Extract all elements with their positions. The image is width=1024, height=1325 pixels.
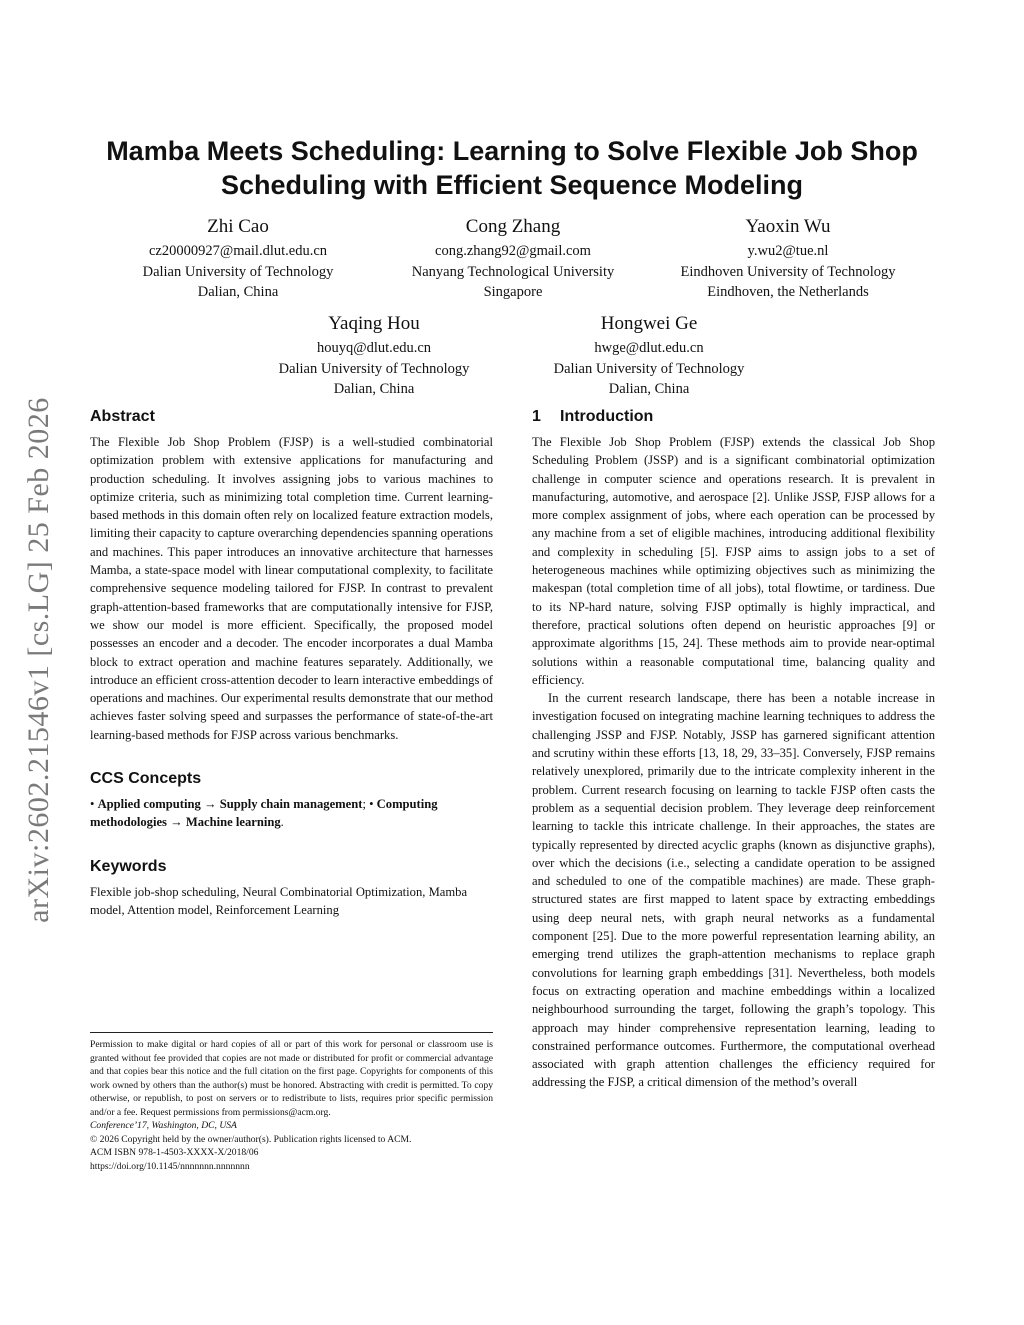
- author-location: Dalian, China: [333, 381, 415, 397]
- author-email: y.wu2@tue.nl: [747, 243, 829, 259]
- intro-paragraph-2: In the current research landscape, there has been a notable increase in investigation focused on integrating machine learning techniques to address the challenging JSSP and FJSP. Notably, JSSP has garnered significant attention and scrutiny within these efforts [13, 18, 29, 33–35]. Conversely, FJSP remains relatively unexplored, primarily due to the intricate complexity inherent in the problem. Current research focusing on learning to tackle FJSP often casts the problem as a sequential decision problem. They leverage deep reinforcement learning to tackle this intricate challenge. In their approaches, the states are typically represented by directed acyclic graphs (known as disjunctive graphs), over which the decisions (i.e., selecting a candidate operation to be assigned and scheduled to one of the compatible machines) are made. These graph-structured states are first mapped to latent space by extracting embeddings using deep neural nets, with graph neural networks as a fundamental component [25]. Due to the more powerful representation learning ability, an emerging trend utilizes the graph-attention mechanisms to replace graph convolutions for learning graph embeddings [31]. Nevertheless, both models focus on extracting operation and machine embeddings within a localized neighbourhood surrounding the target, following the graph’s topology. This approach may hinder comprehensive representation learning, leading to constrained performance outcomes. Furthermore, the computational overhead associated with graph attention challenges the efficiency required for addressing the FJSP, a critical dimension of the method’s overall: [532, 691, 935, 1090]
- arxiv-stamp: arXiv:2602.21546v1 [cs.LG] 25 Feb 2026: [22, 397, 55, 923]
- abstract-text: The Flexible Job Shop Problem (FJSP) is a well-studied combinatorial optimization problem with extensive applications for manufacturing and production scheduling. It involves assigning jobs to various machines to optimize criteria, such as minimizing total completion time. Current learning-based methods in this domain often rely on localized feature extraction models, limiting their capacity to capture overarching dependencies spanning operations and machines. This paper introduces an innovative architecture that harnesses Mamba, a state-space model with linear computational complexity, to facilitate comprehensive sequence modeling tailored for FJSP. In contrast to prevalent graph-attention-based frameworks that are computationally intensive for FJSP, we show our model is more efficient. Specifically, the proposed model possesses an encoder and a decoder. The encoder incorporates a dual Mamba block to extract operation and machine features separately. Additionally, we introduce an efficient cross-attention decoder to learn interactive embeddings of operations and machines. Our experimental results demonstrate that our method achieves faster solving speed and surpasses the performance of state-of-the-art learning-based methods for FJSP across various benchmarks.: [90, 435, 493, 742]
- author-affiliation: Dalian University of Technology: [142, 263, 334, 280]
- paper-title: [90, 134, 934, 202]
- right-column: [532, 406, 935, 1092]
- author-affiliation: Dalian University of Technology: [553, 360, 745, 377]
- author-block: [382, 215, 644, 303]
- isbn-line: ACM ISBN 978-1-4503-XXXX-X/2018/06: [90, 1147, 259, 1158]
- author-email: houyq@dlut.edu.cn: [316, 340, 432, 356]
- conference-name: Conference’17, Washington, DC, USA: [90, 1120, 237, 1131]
- introduction-heading: [532, 406, 935, 428]
- keywords-text: Flexible job-shop scheduling, Neural Combinatorial Optimization, Mamba model, Attention model, Reinforcement Learning: [90, 884, 468, 917]
- author-affiliation: Dalian University of Technology: [278, 360, 470, 377]
- author-location: Singapore: [483, 284, 543, 300]
- left-column: [90, 406, 493, 919]
- intro-paragraph-1: The Flexible Job Shop Problem (FJSP) extends the classical Job Shop Scheduling Problem (JSSP) and is a significant combinatorial optimization challenge in computer science and operations research. It is prevalent in manufacturing, automotive, and aerospace [2]. Unlike JSSP, FJSP allows for a more complex assignment of jobs, where each operation can be processed by any machine from a set of eligible machines, introducing additional flexibility and complexity in scheduling [5]. FJSP aims to assign jobs to a set of heterogeneous machines while optimizing objectives such as minimizing the makespan (total completion time of all jobs), total flowtime, or tardiness. Due to its NP-hard nature, solving FJSP optimally is highly impractical, and therefore, practical solutions often depend on heuristic approaches [9] or approximate algorithms [15, 24]. These methods aim to provide near-optimal solutions within a reasonable computational time, balancing quality and efficiency.: [532, 435, 935, 687]
- ccs-separator: ; •: [362, 797, 377, 812]
- doi-line: https://doi.org/10.1145/nnnnnnn.nnnnnnn: [90, 1160, 250, 1172]
- copyright-footnote: [90, 1032, 493, 1173]
- keywords-heading: Keywords: [90, 857, 167, 875]
- title-line-1: Mamba Meets Scheduling: Learning to Solve Flexible Job Shop: [106, 136, 918, 166]
- author-block: [518, 312, 780, 400]
- author-block: [652, 215, 924, 303]
- author-name: Yaqing Hou: [328, 313, 420, 334]
- author-block: [244, 312, 504, 400]
- permission-notice: Permission to make digital or hard copies of all or part of this work for personal or classroom use is granted without fee provided that copies are not made or distributed for profit or commercial advantage and that copies bear this notice and the full citation on the first page. Copyrights for components of this work owned by others than the author(s) must be honored. Abstracting with credit is permitted. To copy otherwise, or republish, to post on servers or to redistribute to lists, requires prior specific permission and/or a fee. Request permissions from permissions@acm.org.: [90, 1039, 493, 1118]
- author-name: Cong Zhang: [465, 216, 561, 237]
- author-email: cz20000927@mail.dlut.edu.cn: [148, 243, 328, 259]
- section-title: Introduction: [560, 408, 654, 425]
- abstract-heading: Abstract: [90, 408, 155, 425]
- ccs-end: .: [280, 815, 284, 830]
- author-name: Yaoxin Wu: [745, 216, 831, 237]
- ccs-item: Computing methodologies: [90, 797, 438, 830]
- ccs-heading: CCS Concepts: [90, 770, 202, 788]
- author-affiliation: Eindhoven University of Technology: [680, 263, 896, 280]
- ccs-item: Supply chain management: [219, 797, 363, 812]
- ccs-item: Applied computing: [97, 797, 201, 812]
- ccs-item: Machine learning: [185, 815, 281, 830]
- author-block: [108, 215, 368, 303]
- author-name: Hongwei Ge: [600, 313, 698, 334]
- section-number: 1: [532, 408, 541, 425]
- author-name: Zhi Cao: [207, 216, 269, 237]
- ccs-arrow: →: [166, 815, 186, 830]
- ccs-arrow: →: [200, 797, 220, 812]
- author-email: hwge@dlut.edu.cn: [594, 340, 704, 356]
- author-location: Dalian, China: [197, 284, 279, 300]
- copyright-line: © 2026 Copyright held by the owner/author(s). Publication rights licensed to ACM.: [90, 1133, 412, 1145]
- ccs-bullet: •: [90, 797, 98, 812]
- author-location: Dalian, China: [608, 381, 690, 397]
- author-location: Eindhoven, the Netherlands: [707, 284, 869, 300]
- author-email: cong.zhang92@gmail.com: [435, 243, 591, 259]
- ccs-concepts: [90, 795, 493, 832]
- author-affiliation: Nanyang Technological University: [411, 263, 615, 280]
- title-line-2: Scheduling with Efficient Sequence Modeling: [220, 170, 804, 200]
